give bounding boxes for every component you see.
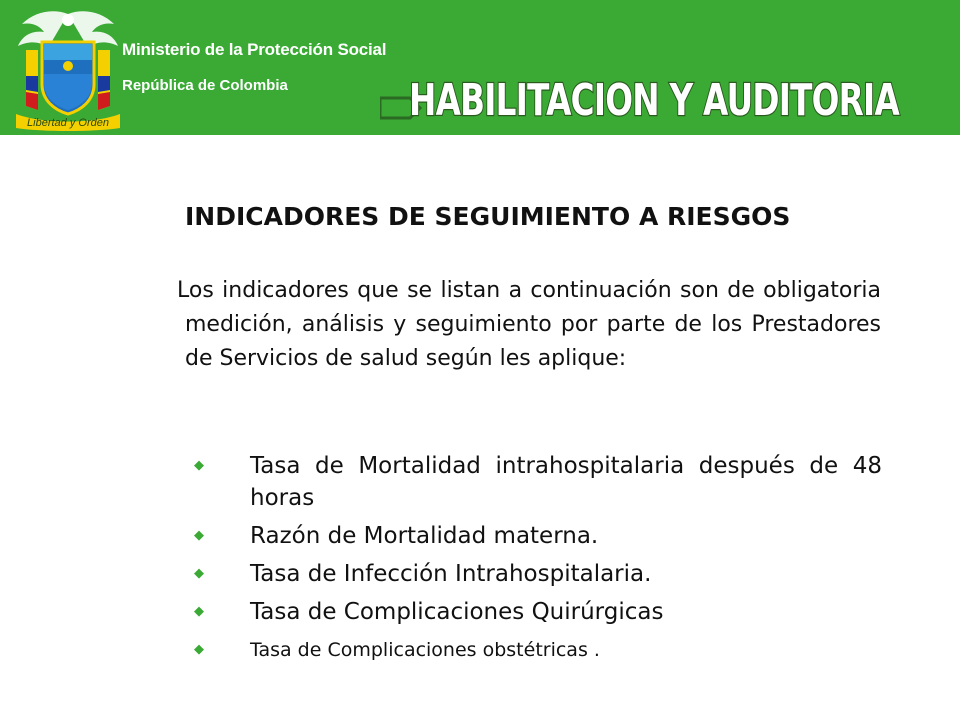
colombia-crest-logo [12,6,124,132]
list-item [190,520,882,552]
list-item-text: Tasa de Mortalidad intrahospitalaria después de 48 horas [250,453,882,511]
indicator-list [190,450,882,672]
list-item [190,450,882,514]
section-title: INDICADORES DE SEGUIMIENTO A RIESGOS [185,202,791,231]
diamond-bullet-icon: ◆ [194,566,204,581]
list-item-text: Tasa de Complicaciones obstétricas . [250,639,600,661]
list-item-text: Razón de Mortalidad materna. [250,523,599,549]
diamond-bullet-icon: ◆ [194,528,204,543]
list-item [190,558,882,590]
header-banner [0,0,960,135]
list-item [190,596,882,628]
republic-name: República de Colombia [122,77,288,94]
diamond-bullet-icon: ◆ [194,642,204,657]
list-item [190,634,882,666]
svg-text:HABILITACION Y AUDITORIA: HABILITACION Y AUDITORIA [409,75,900,126]
ministry-name: Ministerio de la Protección Social [122,40,387,59]
list-item-text: Tasa de Complicaciones Quirúrgicas [250,599,664,625]
diamond-bullet-icon: ◆ [194,604,204,619]
intro-paragraph: Los indicadores que se listan a continuación son de obligatoria medición, análisis y seguimiento por parte de los Prestadores de Servicios de salud según les aplique: [177,278,881,371]
banner-title [380,68,920,128]
svg-text:Libertad y Orden: Libertad y Orden [27,117,109,129]
list-item-text: Tasa de Infección Intrahospitalaria. [250,561,652,587]
diamond-bullet-icon: ◆ [194,458,204,473]
